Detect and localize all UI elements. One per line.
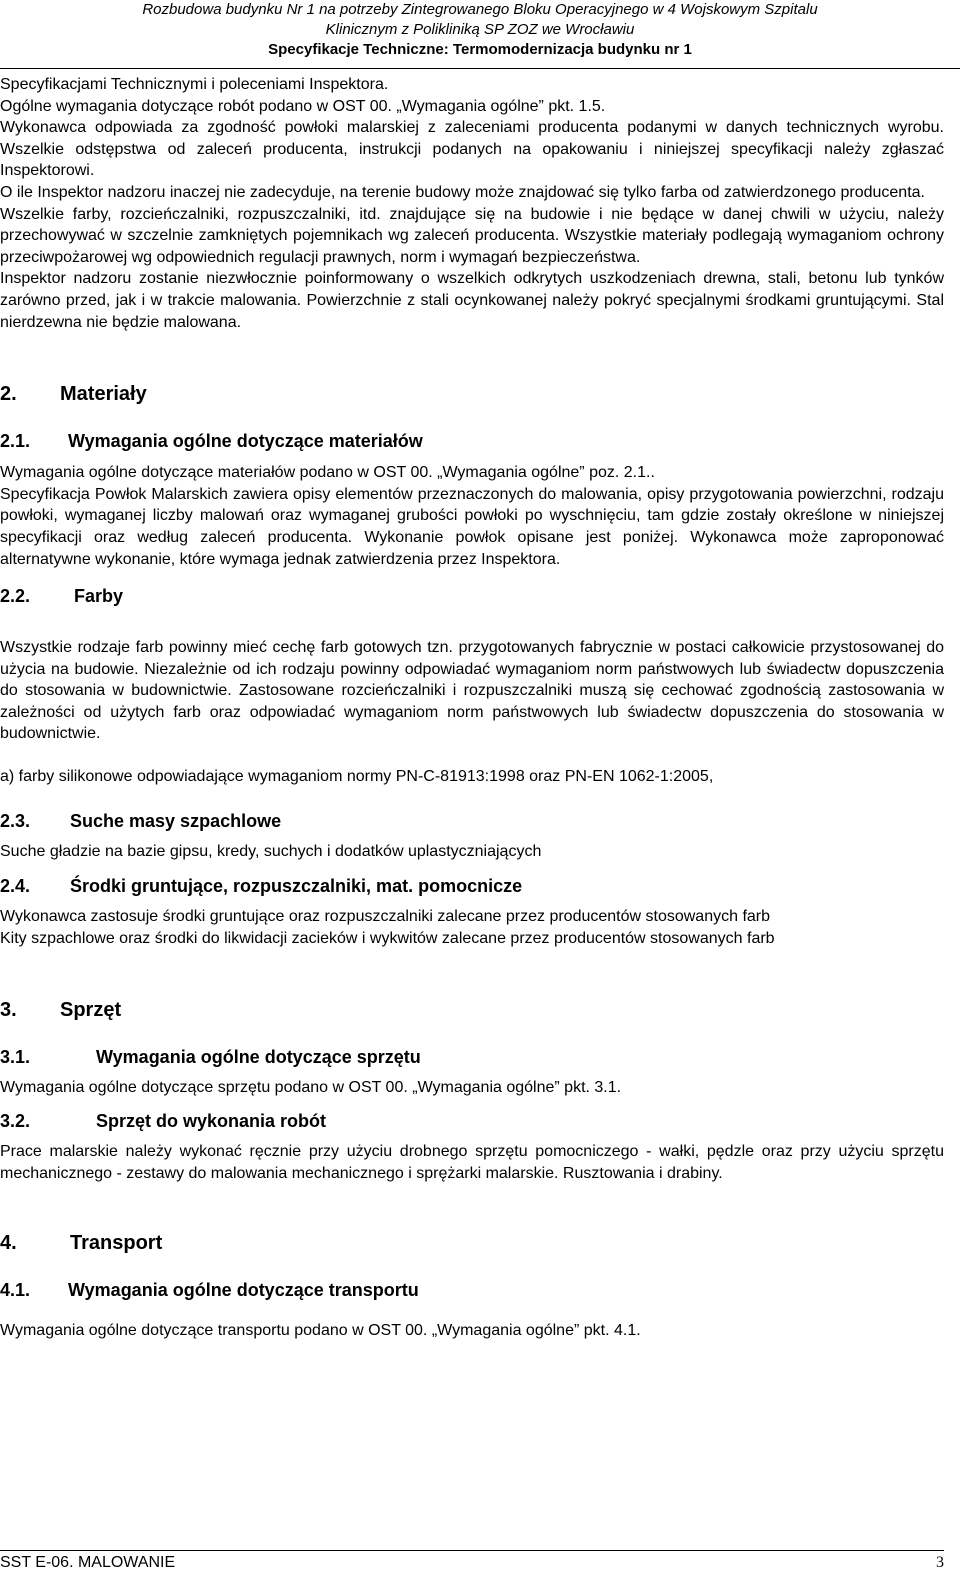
section-2-heading: 2. Materiały [0,383,147,406]
section-4-heading: 4. Transport [0,1232,163,1255]
document-body [0,74,944,1342]
intro-paragraph-2: Ogólne wymagania dotyczące robót podano w OST 00. „Wymagania ogólne” pkt. 1.5. [0,97,606,115]
section-2-4-heading: 2.4. Środki gruntujące, rozpuszczalniki, mat. pomocnicze [0,876,523,897]
page-header [0,0,960,69]
intro-paragraph-5: Wszelkie farby, rozcieńczalniki, rozpuszczalniki, itd. znajdujące się na budowie i nie będące w danej chwili w użyciu, należy przechowywać w szczelnie zamkniętych pojemnikach wg zaleceń producenta. Wszystkie materiały podlegają wymaganiom ochrony przeciwpożarowej wg odpowiednich regulacji prawnych, norm i wymagań bezpieczeństwa. [0,205,944,266]
section-2-3-heading: 2.3. Suche masy szpachlowe [0,810,282,831]
header-line-2: Klinicznym z Polikliniką SP ZOZ we Wrocławiu [325,21,635,38]
intro-paragraph-6: Inspektor nadzoru zostanie niezwłocznie poinformowany o wszelkich odkrytych uszkodzeniach drewna, stali, betonu lub tynków zarówno przed, jak i w trakcie malowania. Powierzchnie z stali ocynkowanej należy pokryć specjalnymi środkami gruntującymi. Stal nierdzewna nie będzie malowana. [0,270,944,331]
section-2-1-heading: 2.1. Wymagania ogólne dotyczące materiałów [0,431,423,452]
section-2-1-paragraph-2: Specyfikacja Powłok Malarskich zawiera opisy elementów przeznaczonych do malowania, opisy przygotowania powierzchni, rodzaju powłoki, wymaganej liczby malowań oraz wymaganej grubości powłoki po wyschnięciu, tam gdzie zostały określone w niniejszej specyfikacji oraz według zaleceń producenta. Wykonanie powłok opisane jest poniżej. Wykonawca może zaproponować alternatywne wykonanie, które wymaga jednak zatwierdzenia przez Inspektora. [0,485,944,568]
page-footer [0,1550,944,1572]
section-2-2-heading: 2.2. Farby [0,586,124,607]
footer-rule [0,1550,944,1551]
section-2-4-paragraph-2: Kity szpachlowe oraz środki do likwidacji zacieków i wykwitów zalecane przez producentów stosowanych farb [0,929,775,947]
section-2-2-paragraph-1: Wszystkie rodzaje farb powinny mieć cechę farb gotowych tzn. przygotowanych fabrycznie w postaci całkowicie przystosowanej do użycia na budowie. Niezależnie od ich rodzaju powinny odpowiadać wymaganiom norm państwowych lub świadectw dopuszczenia do stosowania w budownictwie. Zastosowane rozcieńczalniki i rozpuszczalniki muszą się cechować zgodnością zastosowania w zależności od użytych farb oraz odpowiadać wymaganiom norm państwowych lub świadectw dopuszczenia do stosowania w budownictwie. [0,639,944,743]
section-2-1-paragraph-1: Wymagania ogólne dotyczące materiałów podano w OST 00. „Wymagania ogólne” poz. 2.1.. [0,464,655,482]
section-3-2-paragraph-1: Prace malarskie należy wykonać ręcznie przy użyciu drobnego sprzętu pomocniczego - wałki, pędzle oraz przy użyciu sprzętu mechanicznego - zestawy do malowania mechanicznego i sprężarki malarskie. Rusztowania i drabiny. [0,1143,944,1182]
section-2-3-paragraph-1: Suche gładzie na bazie gipsu, kredy, suchych i dodatków uplastyczniających [0,842,542,860]
intro-paragraph-1: Specyfikacjami Technicznymi i poleceniami Inspektora. [0,76,389,93]
header-rule [0,68,960,69]
intro-paragraph-3: Wykonawca odpowiada za zgodność powłoki malarskiej z zaleceniami producenta podanymi w danych technicznych wyrobu. Wszelkie odstępstwa od zaleceń producenta, instrukcji podanych na opakowaniu i niniejszej specyfikacji należy zgłaszać Inspektorowi. [0,119,944,180]
footer-doc-code: SST E-06. MALOWANIE [0,1554,176,1571]
section-3-2-heading: 3.2. Sprzęt do wykonania robót [0,1111,327,1132]
section-2-2-paragraph-2: a) farby silikonowe odpowiadające wymaganiom normy PN-C-81913:1998 oraz PN-EN 1062-1:2005, [0,768,714,786]
section-3-1-paragraph-1: Wymagania ogólne dotyczące sprzętu podano w OST 00. „Wymagania ogólne” pkt. 3.1. [0,1079,622,1097]
section-4-1-paragraph-1: Wymagania ogólne dotyczące transportu podano w OST 00. „Wymagania ogólne” pkt. 4.1. [0,1322,641,1340]
header-line-1: Rozbudowa budynku Nr 1 na potrzeby Zintegrowanego Bloku Operacyjnego w 4 Wojskowym Szpitalu [142,1,818,18]
intro-paragraph-4: O ile Inspektor nadzoru inaczej nie zadecyduje, na terenie budowy może znajdować się tylko farba od zatwierdzonego producenta. [0,183,925,201]
section-4-1-heading: 4.1. Wymagania ogólne dotyczące transportu [0,1280,419,1301]
footer-page-number: 3 [936,1554,944,1571]
header-line-3: Specyfikacje Techniczne: Termomodernizacja budynku nr 1 [268,41,692,58]
section-2-4-paragraph-1: Wykonawca zastosuje środki gruntujące oraz rozpuszczalniki zalecane przez producentów stosowanych farb [0,908,771,926]
section-3-heading: 3. Sprzęt [0,999,122,1022]
section-3-1-heading: 3.1. Wymagania ogólne dotyczące sprzętu [0,1047,421,1068]
